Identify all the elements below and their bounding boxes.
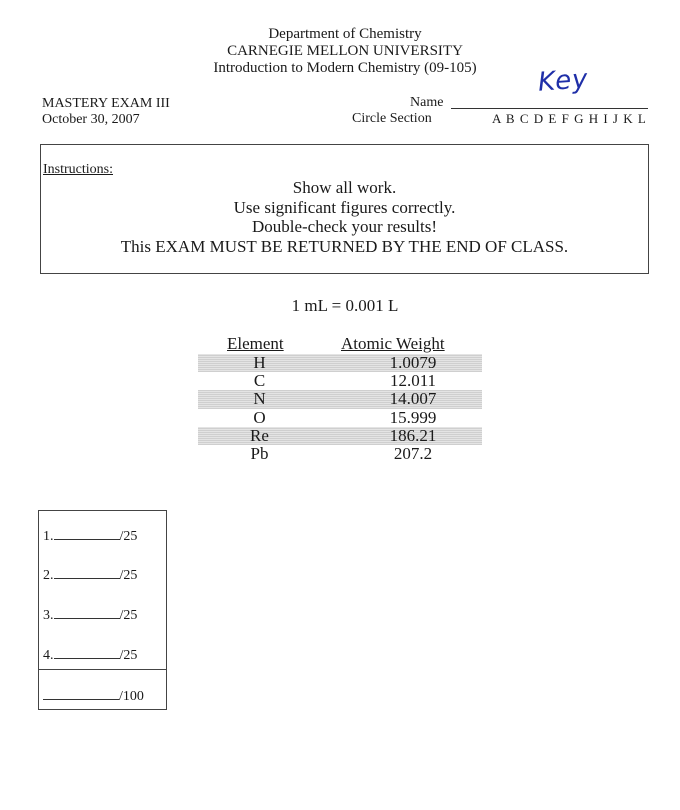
score-max: /25 [119,568,138,583]
element-column-header: Element [227,334,284,353]
total-score-blank[interactable] [43,688,119,700]
department-title: Department of Chemistry [268,26,422,42]
element-symbol: N [253,389,266,409]
element-symbol: Pb [250,443,269,463]
atomic-weight: 15.999 [389,407,437,427]
score-blank[interactable] [54,607,120,619]
table-row [198,445,482,463]
score-divider [38,669,167,670]
instructions-text [40,178,649,256]
score-total-line [43,688,144,705]
section-label: Circle Section [352,111,432,126]
question-number: 1. [43,529,54,544]
question-number: 4. [43,648,54,663]
score-line-4 [43,647,137,664]
instruction-line: Double-check your results! [251,217,438,236]
atomic-weight: 186.21 [389,425,437,445]
score-blank[interactable] [54,647,120,659]
table-row [198,427,482,445]
score-max: /25 [119,529,138,544]
score-max: /25 [119,608,138,623]
atomic-weight: 12.011 [389,371,437,391]
table-row [198,372,482,390]
instruction-line: Use significant figures correctly. [233,197,456,217]
score-blank[interactable] [54,567,120,579]
element-symbol: C [253,371,266,391]
atomic-weight: 14.007 [389,389,437,409]
unit-conversion: 1 mL = 0.001 L [291,296,399,315]
exam-title: MASTERY EXAM III [42,96,170,111]
university-title: CARNEGIE MELLON UNIVERSITY [227,43,463,59]
handwritten-name: Key [537,64,590,98]
score-max: /25 [119,648,138,663]
name-field[interactable] [451,108,648,109]
score-line-1 [43,528,137,545]
score-blank[interactable] [54,528,120,540]
instructions-heading: Instructions: [43,162,113,177]
atomic-weight-table [198,334,482,463]
table-row [198,409,482,427]
instruction-line: This EXAM MUST BE RETURNED BY THE END OF CLASS. [120,236,569,256]
section-options[interactable]: A B C D E F G H I J K L [492,111,647,126]
atomic-weight: 207.2 [393,443,433,463]
score-line-2 [43,567,137,584]
table-row [198,390,482,408]
total-score-max: /100 [119,689,144,704]
weight-column-header: Atomic Weight [341,334,445,353]
table-row [198,354,482,372]
name-label: Name [410,95,444,110]
atomic-weight: 1.0079 [389,353,437,372]
question-number: 2. [43,568,54,583]
exam-date: October 30, 2007 [42,112,140,127]
element-symbol: Re [250,425,269,445]
element-symbol: H [253,353,266,372]
question-number: 3. [43,608,54,623]
course-title: Introduction to Modern Chemistry (09-105) [213,60,477,76]
table-header [198,334,482,354]
instruction-line: Show all work. [292,178,397,197]
score-line-3 [43,607,137,624]
element-symbol: O [253,407,266,427]
